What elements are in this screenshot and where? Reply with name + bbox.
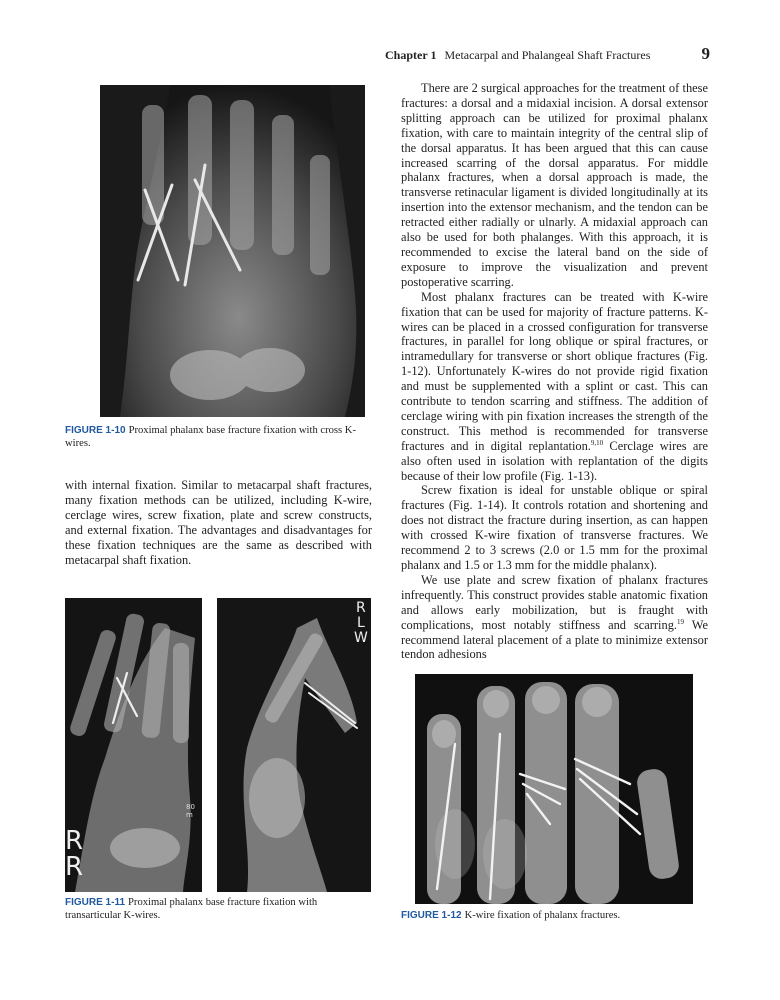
running-header	[385, 44, 710, 68]
figure-1-11-image-right	[217, 598, 371, 892]
paragraph-text: Cerclage wires are also often used in isolation with replantation of the digits because of their low profile (Fig. 1-13).	[401, 438, 708, 483]
right-column-text	[401, 81, 708, 662]
marker-letter: R	[356, 600, 366, 616]
marker-letter: R	[65, 852, 84, 882]
citation: 19	[677, 617, 684, 626]
figure-1-12-image	[415, 674, 693, 904]
scale-label: 80 m	[186, 803, 195, 819]
figure-1-11-caption	[65, 896, 372, 922]
chapter-label: Chapter 1	[385, 48, 437, 62]
figure-1-10-image	[100, 85, 365, 417]
page-number: 9	[701, 44, 710, 63]
figure-1-11-text: Proximal phalanx base fracture fixation with transarticular K-wires.	[65, 897, 318, 921]
marker-letter: L	[357, 615, 365, 631]
figure-1-10-caption	[65, 424, 372, 450]
left-column-text	[65, 478, 372, 567]
paragraph-text: We use plate and screw fixation of phalanx fractures infrequently. This construct provides stable anatomic fixation and allows early mobilization, but is fraught with complications, most notably stiffness and scarring.	[401, 572, 708, 632]
figure-1-12-label: FIGURE 1-12	[401, 910, 462, 921]
figure-1-10-text: Proximal phalanx base fracture fixation with cross K-wires.	[65, 425, 356, 449]
paragraph	[401, 573, 708, 662]
figure-1-12-caption	[401, 909, 708, 922]
marker-letter: W	[354, 630, 368, 646]
paragraph: There are 2 surgical approaches for the treatment of these fractures: a dorsal and a midaxial incision. A dorsal extensor splitting approach can be utilized for proximal phalanx fixation, with care to maintain integrity of the central slip of the dorsal apparatus. It has been argued that this can cause increased scarring of the dorsal apparatus. For middle phalanx fractures, when a dorsal approach is made, the transverse retinacular ligament is divided longitudinally at its insertion into the extensor mechanism, and the tendon can be retracted either radially or ulnarly. A midaxial approach can also be used for both phalanges. With this approach, it is recommended to excise the lateral band on the side of exposure to improve the visualization and prevent postoperative scarring.	[401, 81, 708, 289]
figure-1-11-label: FIGURE 1-11	[65, 897, 126, 908]
chapter-title: Metacarpal and Phalangeal Shaft Fractures	[444, 48, 651, 62]
figure-1-10-label: FIGURE 1-10	[65, 425, 126, 436]
figure-1-11-image-left	[65, 598, 202, 892]
citation: 9,10	[590, 438, 604, 447]
marker-letter: R	[65, 826, 84, 856]
paragraph-text: We recommend lateral placement of a plate to minimize extensor tendon adhesions	[401, 617, 709, 662]
paragraph	[401, 290, 708, 484]
paragraph: with internal fixation. Similar to metacarpal shaft fractures, many fixation methods can be utilized, including K-wire, cerclage wires, screw fixation, plate and screw constructs, and external fixation. The advantages and disadvantages for these fixation techniques are the same as described with metacarpal shaft fixation.	[65, 478, 372, 567]
figure-1-12-text: K-wire fixation of phalanx fractures.	[464, 910, 621, 921]
chapter-heading	[385, 48, 650, 63]
paragraph: Screw fixation is ideal for unstable oblique or spiral fractures (Fig. 1-14). It controls rotation and shortening and does not distract the fracture during insertion, as can happen with crossed K-wire fixation of transverse fractures. We recommend 2 to 3 screws (2.0 or 1.5 mm for the proximal phalanx and 1.5 or 1.3 mm for the middle phalanx).	[401, 483, 708, 572]
paragraph-text: Most phalanx fractures can be treated with K-wire fixation that can be used for majority of fracture patterns. K-wires can be placed in a crossed configuration for transverse fractures, in parallel for long oblique or spiral fractures, or intramedullary for transverse or short oblique fractures (Fig. 1-12). Unfortunately K-wires do not provide rigid fixation and must be supplemented with a splint or cast. This can contribute to tendon scarring and stiffness. The addition of cerclage wiring with pin fixation increases the strength of the construct. This method is recommended for transverse fractures and in digital replantation.	[401, 289, 708, 453]
orientation-marker	[354, 601, 368, 646]
